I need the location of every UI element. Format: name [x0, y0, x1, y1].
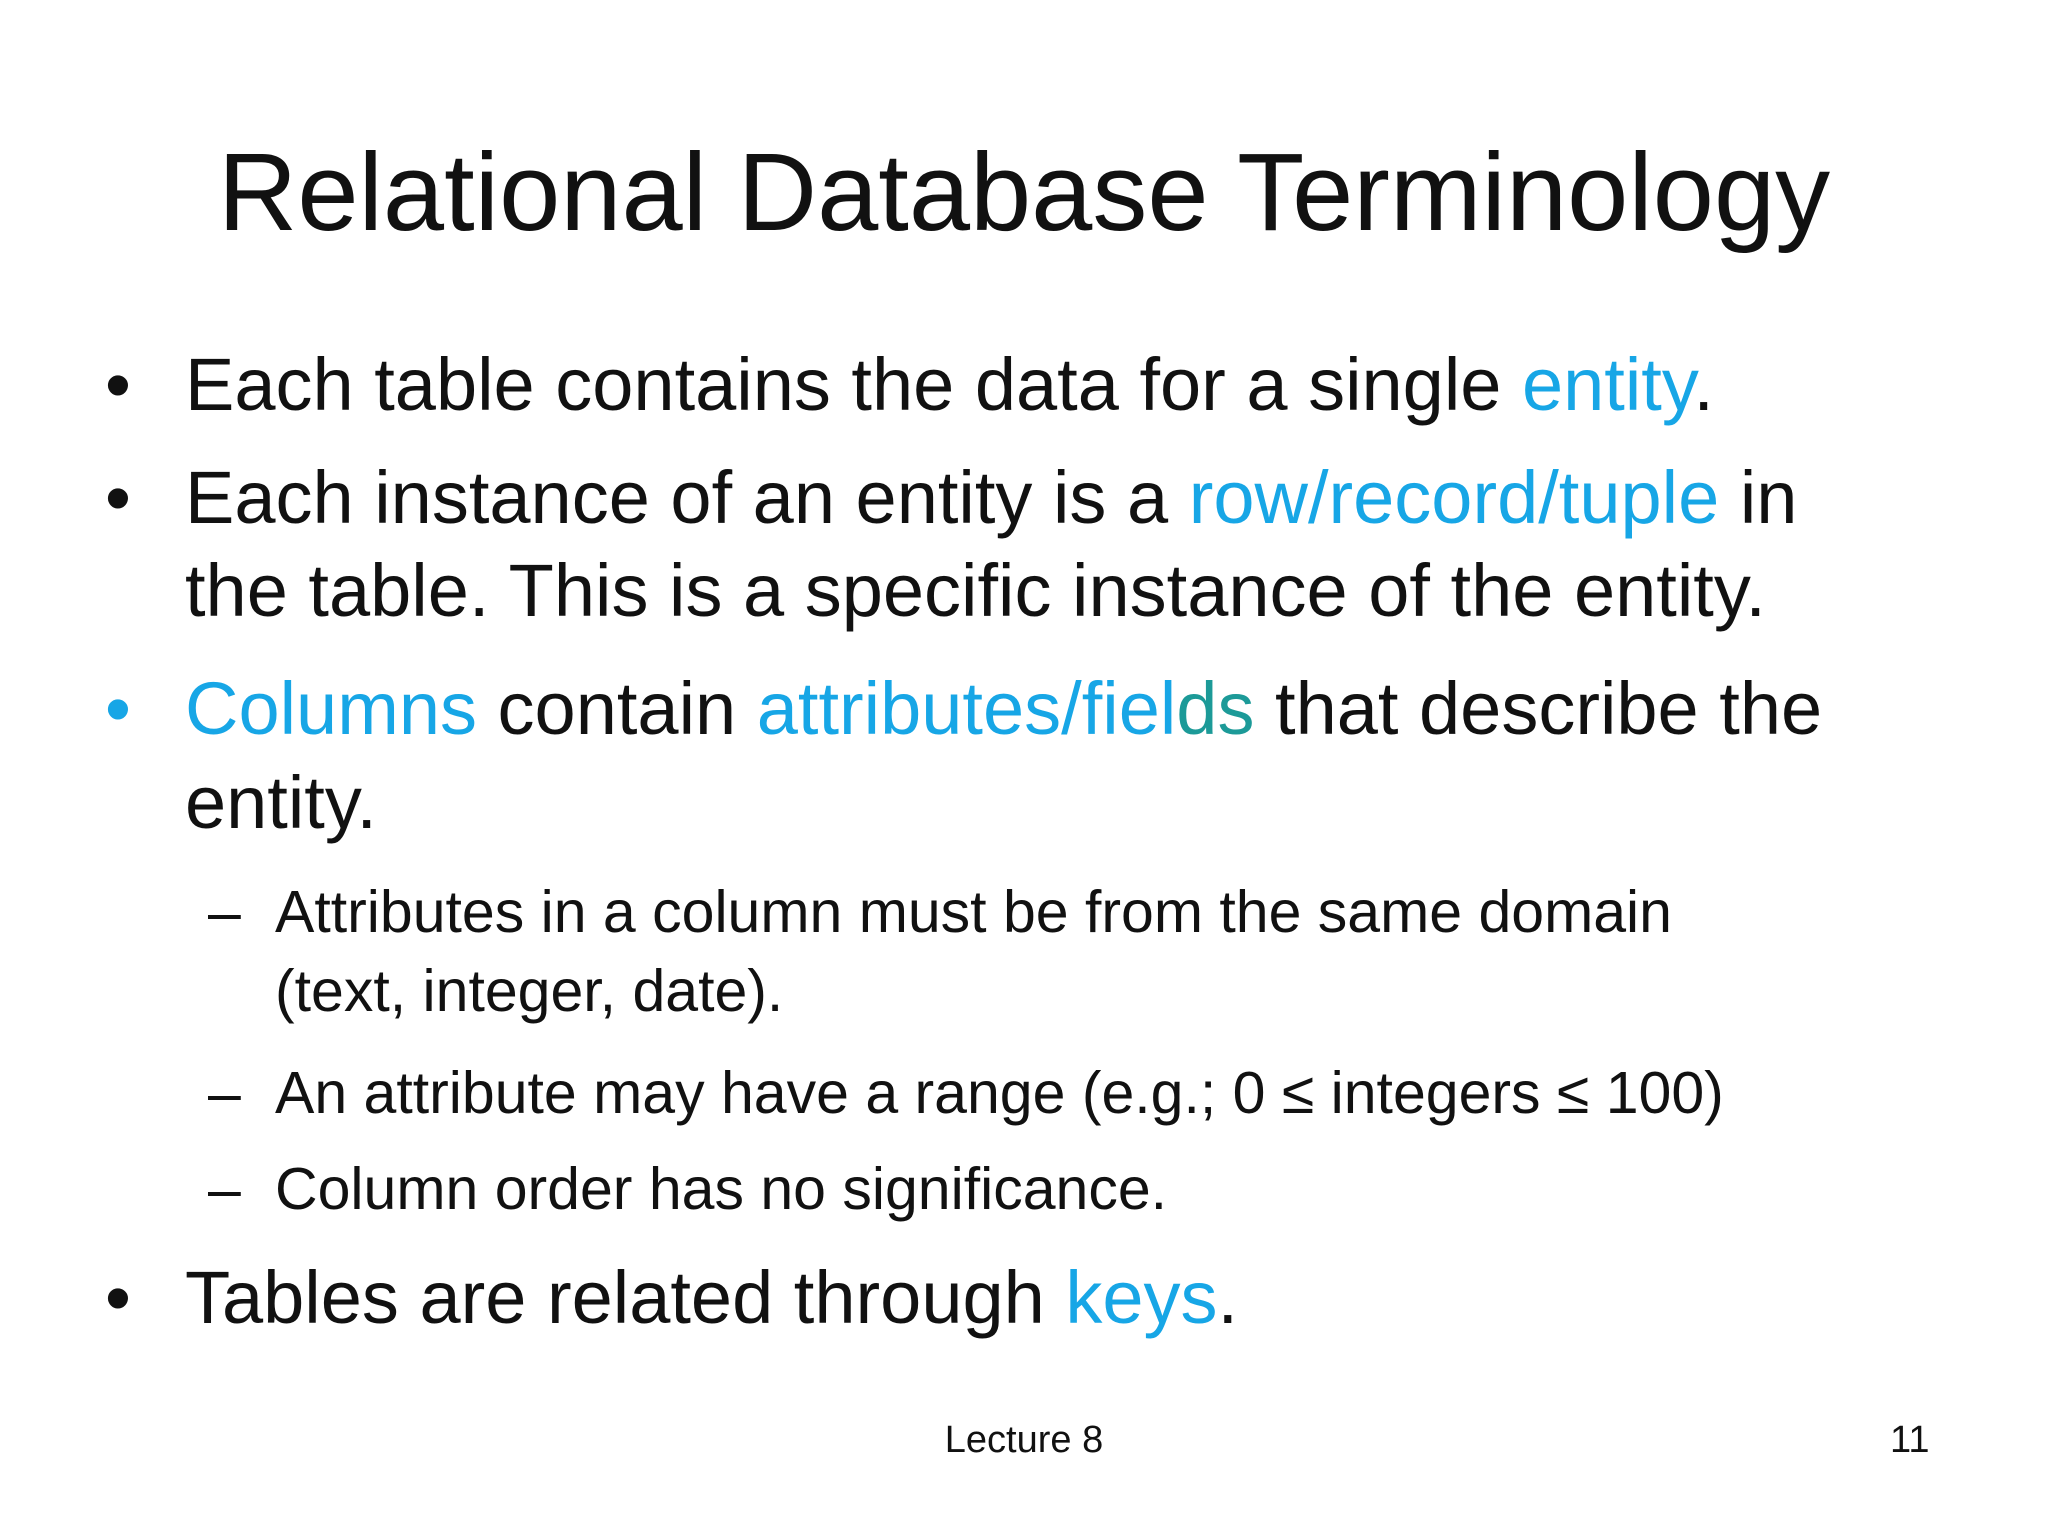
term-attributes-fields-end: ds	[1176, 667, 1255, 750]
slide-title: Relational Database Terminology	[217, 131, 1831, 254]
bullet-3-text: contain	[477, 667, 757, 750]
term-keys: keys	[1065, 1256, 1218, 1339]
bullet-3-line-1	[185, 664, 1822, 754]
bullet-2-line-1	[185, 453, 1797, 543]
bullet-marker: •	[105, 456, 131, 539]
subbullet-marker: –	[208, 1156, 241, 1222]
term-columns: Columns	[185, 667, 477, 750]
subbullet-3: Column order has no significance.	[275, 1156, 1168, 1222]
bullet-marker: •	[105, 667, 131, 750]
bullet-2-line-2: the table. This is a specific instance of the entity.	[185, 549, 1766, 632]
subbullet-2: An attribute may have a range (e.g.; 0 ≤ integers ≤ 100)	[275, 1060, 1724, 1126]
footer-lecture-label: Lecture 8	[944, 1419, 1104, 1461]
term-row-record-tuple: row/record/tuple	[1188, 456, 1720, 539]
subbullet-1-line-2: (text, integer, date).	[275, 958, 784, 1024]
term-entity: entity	[1522, 343, 1694, 426]
bullet-1-end: .	[1693, 343, 1714, 426]
bullet-1	[185, 340, 1714, 430]
subbullet-marker: –	[208, 1060, 241, 1126]
bullet-2-end: in	[1719, 456, 1798, 539]
bullet-4-text: Tables are related through	[185, 1256, 1066, 1339]
subbullet-1-line-1: Attributes in a column must be from the same domain	[275, 879, 1672, 945]
bullet-1-text: Each table contains the data for a single	[185, 343, 1522, 426]
bullet-4	[185, 1253, 1238, 1343]
bullet-marker: •	[105, 343, 131, 426]
bullet-3-line-2: entity.	[185, 761, 377, 844]
bullet-4-end: .	[1217, 1256, 1239, 1339]
bullet-3-end: that describe the	[1254, 667, 1823, 750]
subbullet-marker: –	[208, 879, 241, 945]
bullet-marker: •	[105, 1256, 131, 1339]
term-attributes-fields: attributes/fiel	[756, 667, 1177, 750]
bullet-2-text: Each instance of an entity is a	[185, 456, 1189, 539]
page-number: 11	[1890, 1419, 1930, 1461]
